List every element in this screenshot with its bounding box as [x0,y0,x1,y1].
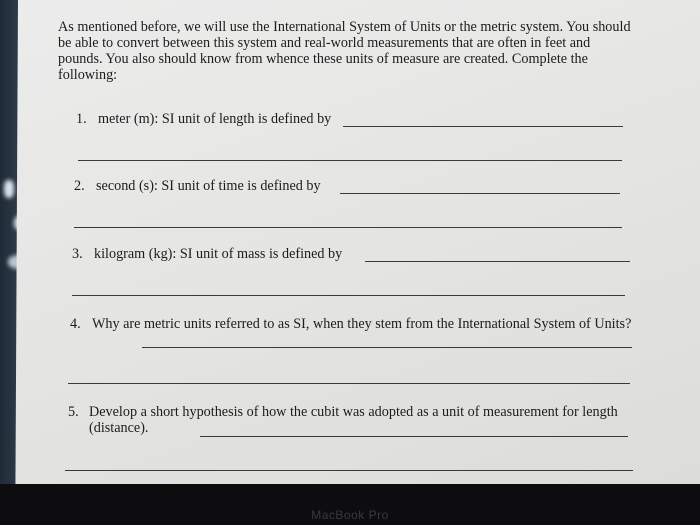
answer-line[interactable] [365,261,630,262]
question-number: 1. [76,111,87,127]
question-number: 5. [68,404,79,420]
answer-line[interactable] [74,227,622,228]
answer-line[interactable] [68,383,630,384]
answer-line[interactable] [340,193,620,194]
answer-line[interactable] [343,126,623,127]
question-text: Develop a short hypothesis of how the cubit was adopted as a unit of measurement for length (distance). [89,404,618,436]
answer-line[interactable] [142,347,632,348]
intro-paragraph: As mentioned before, we will use the International System of Units or the metric system. You should be able to convert between this system and real-world measurements that are often in feet and pounds. You also should know from whence these units of measure are created. Complete the following: [58,19,631,83]
question-text: second (s): SI unit of time is defined by [96,178,321,194]
question-text: Why are metric units referred to as SI, when they stem from the International System of Units? [92,316,632,332]
answer-line[interactable] [200,436,628,437]
device-label: MacBook Pro [311,508,389,522]
question-text: kilogram (kg): SI unit of mass is defined by [94,246,343,262]
answer-line[interactable] [78,160,622,161]
question-number: 4. [70,316,81,332]
answer-line[interactable] [65,470,633,471]
answer-line[interactable] [72,295,625,296]
question-text: meter (m): SI unit of length is defined by [98,111,332,127]
question-number: 3. [72,246,83,262]
question-number: 2. [74,178,85,194]
